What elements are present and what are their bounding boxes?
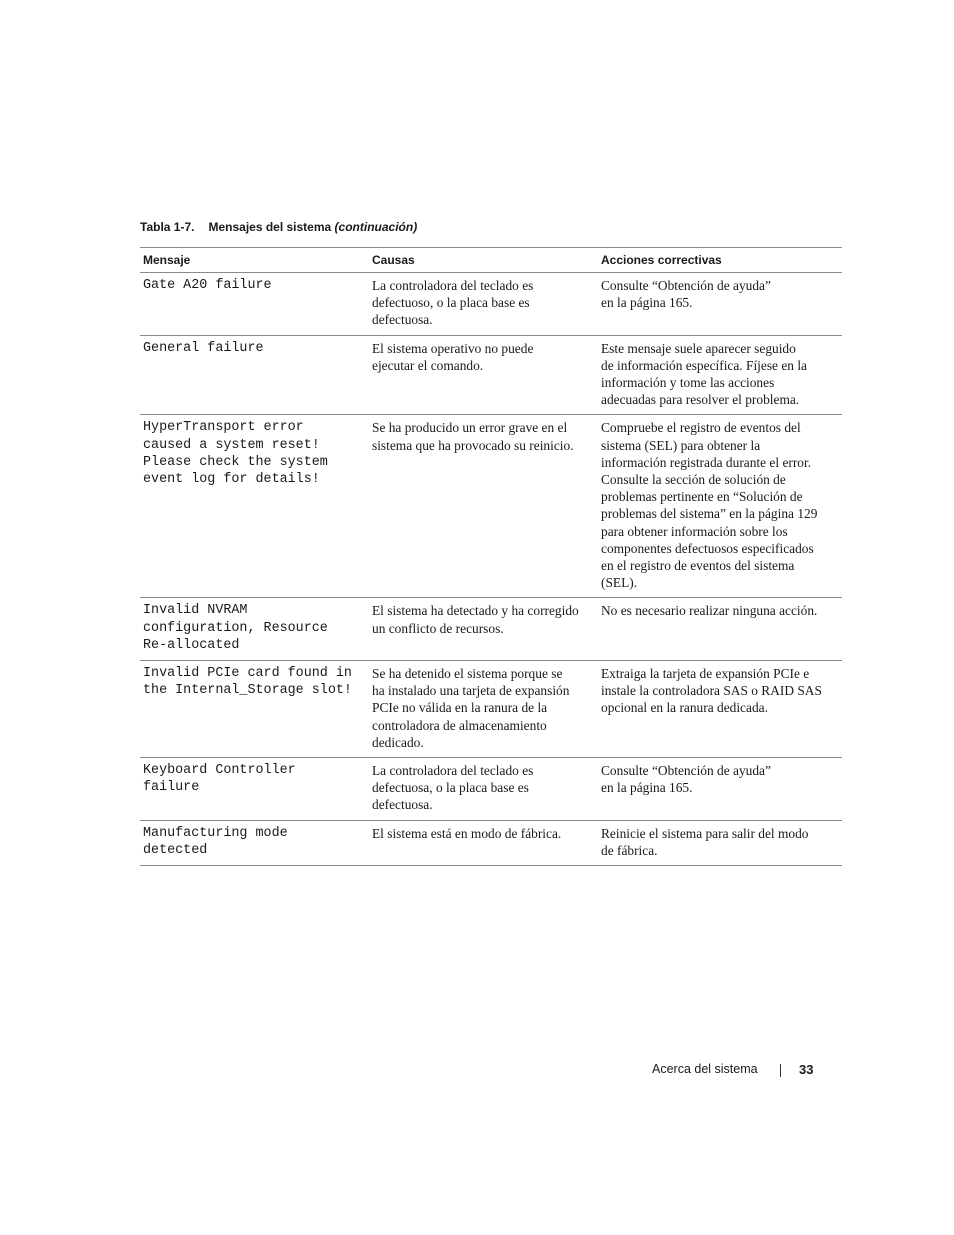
message-cell: General failure	[140, 335, 369, 415]
action-cell: Reinicie el sistema para salir del modo de fábrica.	[598, 820, 842, 865]
cause-cell: Se ha detenido el sistema porque se ha instalado una tarjeta de expansión PCIe no válida en la ranura de la controladora de almacenamiento dedicado.	[369, 661, 598, 758]
cause-cell: Se ha producido un error grave en el sistema que ha provocado su reinicio.	[369, 415, 598, 598]
footer-section-title: Acerca del sistema	[652, 1062, 758, 1076]
message-cell: HyperTransport error caused a system reset! Please check the system event log for details!	[140, 415, 369, 598]
table-row	[140, 661, 842, 758]
action-cell: Consulte “Obtención de ayuda” en la página 165.	[598, 758, 842, 821]
message-cell: Manufacturing mode detected	[140, 820, 369, 865]
table-continuation: (continuación)	[334, 220, 418, 234]
table-row	[140, 598, 842, 661]
table-number: Tabla 1-7.	[140, 220, 195, 234]
cause-cell: La controladora del teclado es defectuoso, o la placa base es defectuosa.	[369, 273, 598, 336]
action-cell: No es necesario realizar ninguna acción.	[598, 598, 842, 661]
cause-cell: La controladora del teclado es defectuosa, o la placa base es defectuosa.	[369, 758, 598, 821]
table-caption	[140, 220, 417, 234]
table-row	[140, 758, 842, 821]
footer-separator	[780, 1064, 781, 1077]
action-cell: Consulte “Obtención de ayuda” en la página 165.	[598, 273, 842, 336]
table-row	[140, 820, 842, 865]
table-row	[140, 335, 842, 415]
message-cell: Gate A20 failure	[140, 273, 369, 336]
table-title: Mensajes del sistema	[208, 220, 332, 234]
system-messages-table	[140, 247, 842, 866]
header-causes: Causas	[369, 248, 598, 273]
header-actions: Acciones correctivas	[598, 248, 842, 273]
page-number: 33	[799, 1062, 814, 1077]
cause-cell: El sistema operativo no puede ejecutar el comando.	[369, 335, 598, 415]
message-cell: Invalid NVRAM configuration, Resource Re-allocated	[140, 598, 369, 661]
header-message: Mensaje	[140, 248, 369, 273]
table-header-row	[140, 248, 842, 273]
cause-cell: El sistema ha detectado y ha corregido un conflicto de recursos.	[369, 598, 598, 661]
table-row	[140, 415, 842, 598]
cause-cell: El sistema está en modo de fábrica.	[369, 820, 598, 865]
action-cell: Extraiga la tarjeta de expansión PCIe e instale la controladora SAS o RAID SAS opcional en la ranura dedicada.	[598, 661, 842, 758]
action-cell: Este mensaje suele aparecer seguido de información específica. Fíjese en la información y tome las acciones adecuadas para resolver el problema.	[598, 335, 842, 415]
message-cell: Invalid PCIe card found in the Internal_Storage slot!	[140, 661, 369, 758]
action-cell: Compruebe el registro de eventos del sistema (SEL) para obtener la información registrada durante el error. Consulte la sección de solución de problemas pertinente en “Solución de problemas del sistema” en la página 129 para obtener información sobre los componentes defectuosos especificados en el registro de eventos del sistema (SEL).	[598, 415, 842, 598]
message-cell: Keyboard Controller failure	[140, 758, 369, 821]
table-row	[140, 273, 842, 336]
